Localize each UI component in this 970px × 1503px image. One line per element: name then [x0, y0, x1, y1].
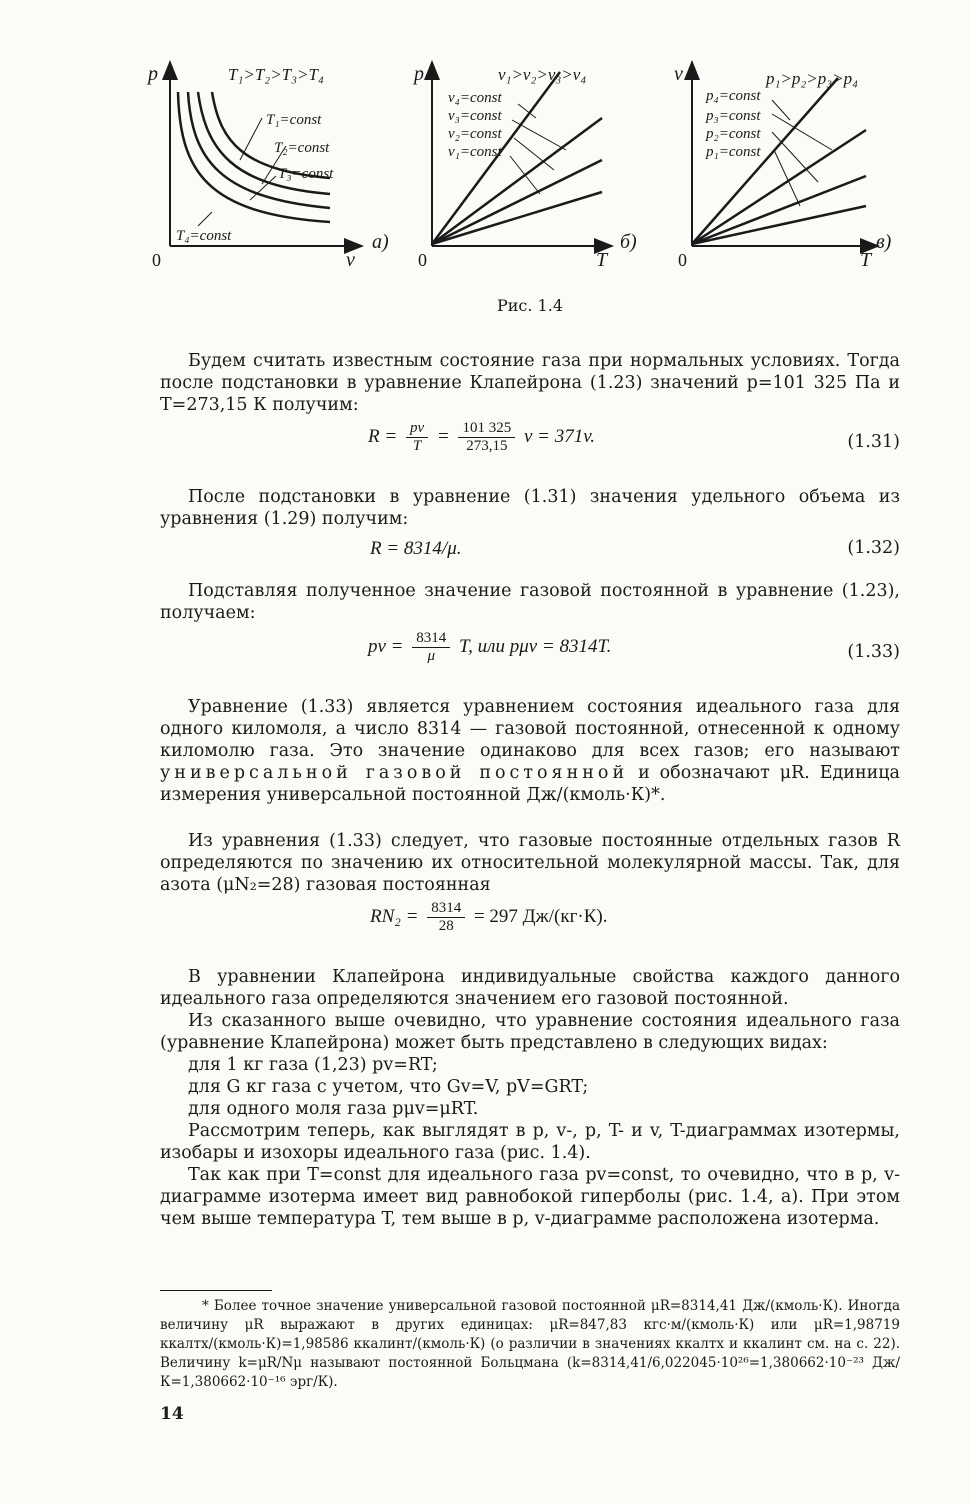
line-label-p4: p₄=const [706, 88, 761, 104]
panel-a-pv-diagram [170, 62, 362, 246]
condition-label: T₁>T₂>T₃>T₄ [228, 65, 324, 84]
form-1kg: для 1 кг газа (1,23) pv=RT; [188, 1055, 438, 1075]
axis-label-t: T [860, 249, 872, 271]
equation-nitrogen: RN₂ = $\frac{8314}{28}$ = 297 Дж/(кг·К). [370, 900, 608, 934]
curve-label-t4: T₄=const [176, 228, 232, 244]
isobar-p1 [692, 206, 866, 244]
line-label-v4: v₄=const [448, 90, 502, 106]
condition-label: p₁>p₂>p₃>p₄ [766, 69, 859, 88]
isochore-v2 [432, 160, 602, 244]
equation-1-32: R = 8314/μ. [370, 538, 462, 559]
line-label-v3: v₃=const [448, 108, 502, 124]
equation-number: (1.31) [847, 432, 900, 452]
line-label-p2: p₂=const [706, 126, 761, 142]
equation-1-31: R = $\frac{pv}{T}$ = $\frac{101 325}{273,15}$ v = 371v. [368, 420, 595, 454]
origin-label: 0 [678, 250, 687, 270]
panel-label-b: б) [620, 231, 637, 253]
origin-label: 0 [152, 250, 161, 270]
axis-label-v: v [346, 249, 355, 271]
equation-number: (1.32) [847, 538, 900, 558]
curve-label-t1: T₁=const [266, 112, 322, 128]
curve-label-t3: T₃=const [278, 166, 334, 182]
condition-label: v₁>v₂>v₃>v₄ [498, 65, 587, 84]
isochore-v1 [432, 192, 602, 244]
line-label-p1: p₁=const [706, 144, 761, 160]
paragraph-2: После подстановки в уравнение (1.31) значения удельного объема из уравнения (1.29) получим: [160, 487, 900, 529]
page-number: 14 [160, 1404, 184, 1424]
panel-label-a: a) [372, 231, 389, 253]
origin-label: 0 [418, 250, 427, 270]
paragraph-6: В уравнении Клапейрона индивидуальные свойства каждого данного идеального газа определяются значением его газовой постоянной. Из сказанного выше очевидно, что уравнение состояния идеального газа (уравнение Клапейрона) может быть представлено в следующих видах: для 1 кг газа (1,23) pv=RT; для G кг газа с учетом, что Gv=V, pV=GRT; для одного моля газа pμv=μRT. Рассмотрим теперь, как выглядят в p, v-, p, T- и v, T-диаграммах изотермы, изобары и изохоры идеального газа (рис. 1.4). Так как при T=const для идеального газа pv=const, то очевидно, что в p, v-диаграмме изотерма имеет вид равнобокой гиперболы (рис. 1.4, а). При этом чем выше температура T, тем выше в p, v-диаграмме расположена изотерма. [160, 967, 900, 1229]
figure-1-4 [0, 0, 970, 300]
line-label-p3: p₃=const [706, 108, 761, 124]
panel-label-c: в) [876, 231, 892, 253]
axis-label-p: p [148, 63, 158, 85]
axis-label-p: p [414, 63, 424, 85]
equation-number: (1.33) [847, 642, 900, 662]
paragraph-5: Из уравнения (1.33) следует, что газовые постоянные отдельных газов R определяются по значению их относительной молекулярной массы. Так, для азота (μN₂=28) газовая постоянная [160, 831, 900, 895]
line-label-v1: v₁=const [448, 144, 502, 160]
footnote: * Более точное значение универсальной газовой постоянной μR=8314,41 Дж/(кмоль·К). Иногда величину μR выражают в других единицах: μR=847,83 кгс·м/(кмоль·К) или μR=1,98719 ккалтх/(кмоль·К)=1,98586 ккалинт/(кмоль·К) (о различии в значениях ккалтх и ккалинт см. на с. 22). Величину k=μR/Nμ называют постоянной Больцмана (k=8314,41/6,022045·10²⁶=1,380662·10⁻²³ Дж/К=1,380662·10⁻¹⁶ эрг/К). [160, 1290, 900, 1392]
form-g-kg: для G кг газа с учетом, что Gv=V, pV=GRT; [188, 1077, 589, 1097]
axis-label-t: T [596, 249, 608, 271]
equation-1-33: pv = $\frac{8314}{\mu}$ T, или pμv = 8314T. [368, 630, 612, 664]
figure-caption: Рис. 1.4 [496, 296, 563, 315]
curve-label-t2: T₂=const [274, 140, 330, 156]
paragraph-1: Будем считать известным состояние газа при нормальных условиях. Тогда после подстановки в уравнение Клапейрона (1.23) значений p=101 325 Па и T=273,15 К получим: [160, 351, 900, 415]
axis-label-v: v [674, 63, 683, 85]
form-mole: для одного моля газа pμv=μRT. [188, 1099, 479, 1119]
line-label-v2: v₂=const [448, 126, 502, 142]
paragraph-3: Подставляя полученное значение газовой постоянной в уравнение (1.23), получаем: [160, 581, 900, 623]
paragraph-4: Уравнение (1.33) является уравнением состояния идеального газа для одного киломоля, а число 8314 — газовой постоянной, отнесенной к одному киломолю газа. Это значение одинаково для всех газов; его называют универсальной газовой постоянной и обозначают μR. Единица измерения универсальной постоянной Дж/(кмоль·К)*. [160, 697, 900, 805]
footnote-rule [160, 1290, 272, 1291]
